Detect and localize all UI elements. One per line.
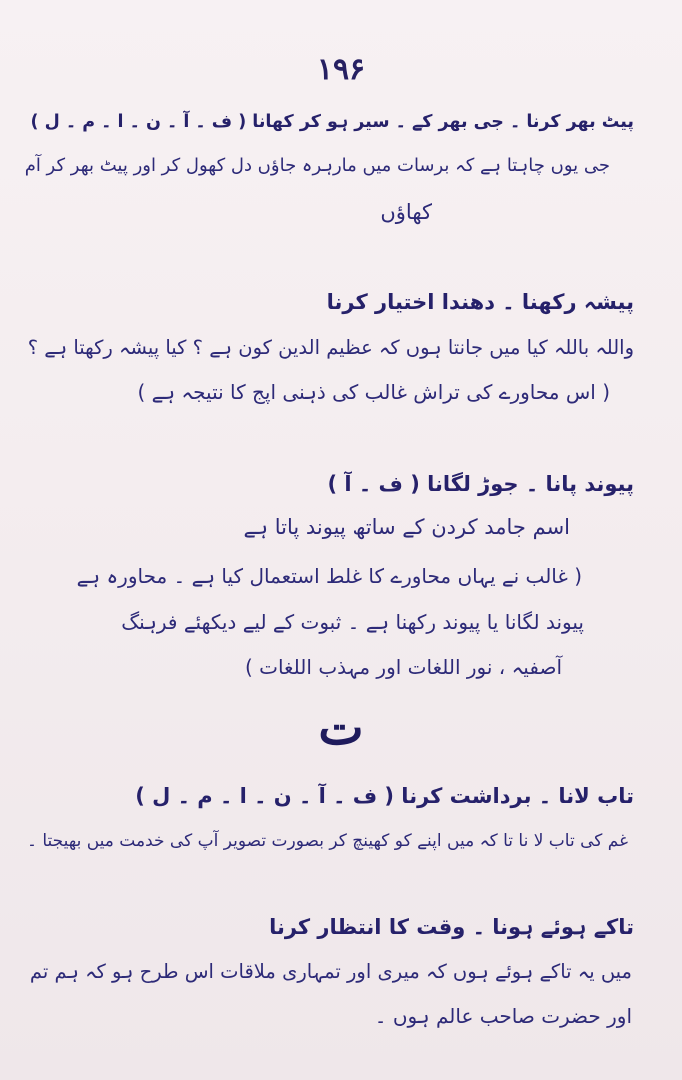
section-letter: ت [318, 700, 364, 756]
page-number: ۱۹۶ [316, 52, 366, 87]
entry-text-line: ( غالب نے یہاں محاورے کا غلط استعمال کیا ہے ۔ محاورہ ہے [76, 564, 582, 588]
entry-text-line: اسم جامد کردن کے ساتھ پیوند پاتا ہے [243, 515, 570, 539]
entry-heading: تاکے ہوئے ہونا ۔ وقت کا انتظار کرنا [269, 915, 634, 939]
entry-heading: پیٹ بھر کرنا ۔ جی بھر کے ۔ سیر ہو کر کھانا ( ف ۔ آ ۔ ن ۔ ا ۔ م ۔ ل ) [30, 112, 634, 132]
entry-text-line: کھاؤں [380, 200, 432, 224]
entry-text-line: جی یوں چاہتا ہے کہ برسات میں مارہرہ جاؤں دل کھول کر اور پیٹ بھر کر آم [24, 155, 610, 176]
entry-text-line: آصفیہ ، نور اللغات اور مہذب اللغات ) [244, 655, 562, 679]
entry-text-line: ( اس محاورے کی تراش غالب کی ذہنی اپج کا نتیجہ ہے ) [137, 380, 610, 404]
entry-text-line: واللہ باللہ کیا میں جانتا ہوں کہ عظیم الدین کون ہے ؟ کیا پیشہ رکھتا ہے ؟ [27, 336, 634, 359]
entry-heading: پیوند پانا ۔ جوڑ لگانا ( ف ۔ آ ) [327, 472, 634, 496]
entry-text-line: غم کی تاب لا نا تا کہ میں اپنے کو کھینچ کر بصورت تصویر آپ کی خدمت میں بھیجتا ۔ [26, 831, 628, 851]
entry-text-line: پیوند لگانا یا پیوند رکھنا ہے ۔ ثبوت کے لیے دیکھئے فرہنگ [121, 610, 584, 634]
entry-text-line: اور حضرت صاحب عالم ہوں ۔ [374, 1004, 632, 1028]
entry-heading: تاب لانا ۔ برداشت کرنا ( ف ۔ آ ۔ ن ۔ ا ۔ م ۔ ل ) [135, 784, 634, 808]
entry-text-line: میں یہ تاکے ہوئے ہوں کہ میری اور تمہاری ملاقات اس طرح ہو کہ ہم تم [29, 960, 632, 983]
entry-heading: پیشہ رکھنا ۔ دھندا اختیار کرنا [326, 290, 634, 314]
